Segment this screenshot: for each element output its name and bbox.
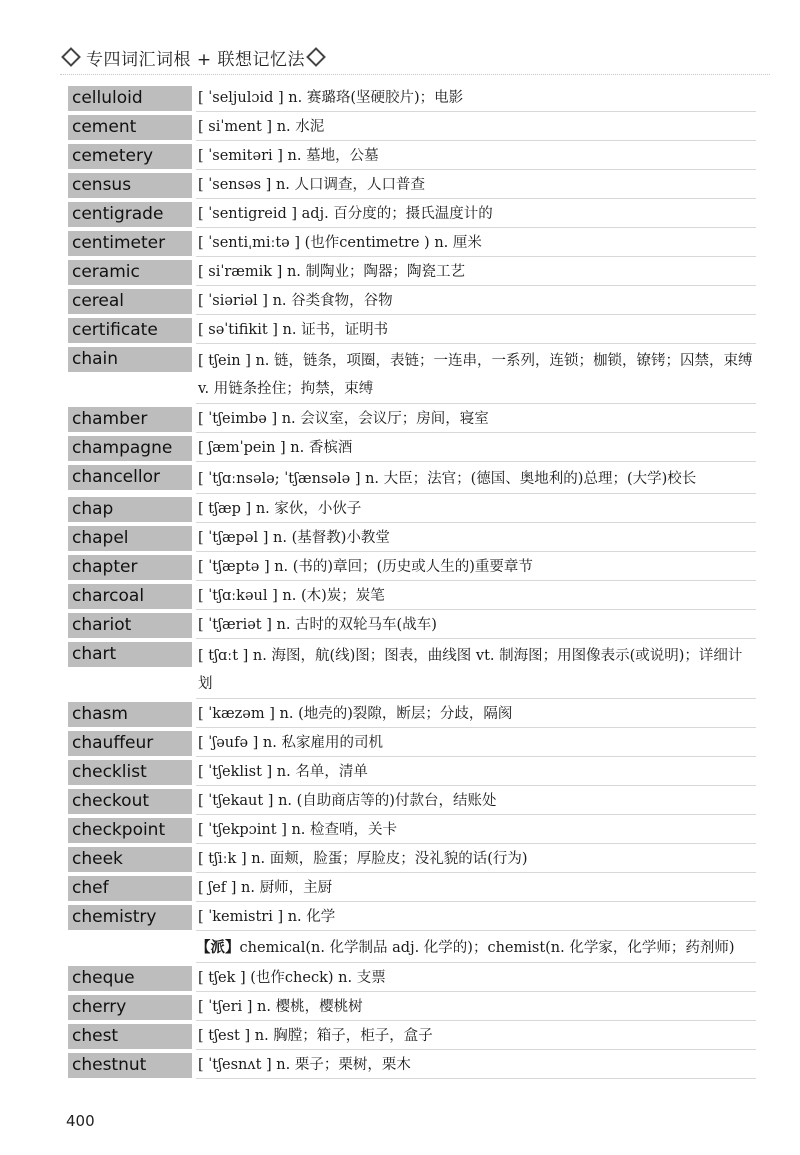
definition: [ ˈsiəriəl ] n. 谷类食物，谷物 (196, 289, 756, 315)
definition: [ siˈræmik ] n. 制陶业；陶器；陶瓷工艺 (196, 260, 756, 286)
list-item (68, 318, 756, 344)
definition: [ ˈtʃekaut ] n. (自助商店等的)付款台，结账处 (196, 789, 756, 815)
definition: [ tʃek ] (也作check) n. 支票 (196, 966, 756, 992)
list-item (68, 613, 756, 639)
list-item (68, 1024, 756, 1050)
headword: chauffeur (68, 731, 192, 756)
list-item (68, 497, 756, 523)
headword: census (68, 173, 192, 198)
definition: [ ˈsentigreid ] adj. 百分度的；摄氏温度计的 (196, 202, 756, 228)
definition: [ ˈtʃæriət ] n. 古时的双轮马车(战车) (196, 613, 756, 639)
definition: [ ˈtʃesnʌt ] n. 栗子；栗树，栗木 (196, 1053, 756, 1079)
headword: chart (68, 642, 192, 667)
derived-text: chemical(n. 化学制品 adj. 化学的)；chemist(n. 化学家，化学师；药剂师) (239, 940, 735, 956)
definition: [ ˈtʃeklist ] n. 名单，清单 (196, 760, 756, 786)
definition: [ tʃɑːt ] n. 海图，航(线)图；图表，曲线图 vt. 制海图；用图像表示(或说明)；详细计划 (196, 642, 756, 699)
headword: chapter (68, 555, 192, 580)
headword: checklist (68, 760, 192, 785)
headword: checkpoint (68, 818, 192, 843)
definition: [ ˈtʃeimbə ] n. 会议室，会议厅；房间，寝室 (196, 407, 756, 433)
headword: cemetery (68, 144, 192, 169)
headword: chef (68, 876, 192, 901)
headword: centimeter (68, 231, 192, 256)
list-item (68, 86, 756, 112)
headword: chain (68, 347, 192, 372)
list-item (68, 584, 756, 610)
definition: [ ˈkæzəm ] n. (地壳的)裂隙，断层；分歧，隔阂 (196, 702, 756, 728)
list-item (68, 555, 756, 581)
headword: ceramic (68, 260, 192, 285)
definition: [ ˈtʃæpəl ] n. (基督教)小教堂 (196, 526, 756, 552)
headword: chariot (68, 613, 192, 638)
list-item (68, 144, 756, 170)
headword: cheque (68, 966, 192, 991)
list-item (68, 436, 756, 462)
headword: cereal (68, 289, 192, 314)
definition: [ ˈtʃeri ] n. 樱桃，樱桃树 (196, 995, 756, 1021)
headword: certificate (68, 318, 192, 343)
headword: celluloid (68, 86, 192, 111)
headword: charcoal (68, 584, 192, 609)
derived-words (196, 934, 756, 963)
headword: chestnut (68, 1053, 192, 1078)
headword: chamber (68, 407, 192, 432)
diamond-icon (61, 47, 81, 67)
list-item (68, 260, 756, 286)
definition: [ ˈtʃekpɔint ] n. 检查哨，关卡 (196, 818, 756, 844)
list-item (68, 1053, 756, 1079)
headword: chest (68, 1024, 192, 1049)
headword: chemistry (68, 905, 192, 930)
derived-tag: 【派】 (196, 939, 240, 956)
definition: [ siˈment ] n. 水泥 (196, 115, 756, 141)
headword: cherry (68, 995, 192, 1020)
list-item (68, 202, 756, 228)
list-item (68, 702, 756, 728)
definition: [ tʃæp ] n. 家伙，小伙子 (196, 497, 756, 523)
definition: [ ˈseljulɔid ] n. 赛璐珞(坚硬胶片)；电影 (196, 86, 756, 112)
definition: [ ʃef ] n. 厨师，主厨 (196, 876, 756, 902)
definition: [ ˈkemistri ] n. 化学 (196, 905, 756, 931)
list-item (68, 465, 756, 494)
definition: [ tʃiːk ] n. 面颊，脸蛋；厚脸皮；没礼貌的话(行为) (196, 847, 756, 873)
definition: [ ʃæmˈpein ] n. 香槟酒 (196, 436, 756, 462)
vocabulary-list (68, 86, 756, 1082)
definition: [ tʃest ] n. 胸膛；箱子，柜子，盒子 (196, 1024, 756, 1050)
list-item (68, 847, 756, 873)
running-header (60, 40, 770, 75)
list-item (68, 642, 756, 699)
definition: [ səˈtifikit ] n. 证书，证明书 (196, 318, 756, 344)
list-item (68, 407, 756, 433)
list-item (68, 789, 756, 815)
list-item (68, 231, 756, 257)
list-item (68, 173, 756, 199)
definition: [ ˈsentiˌmiːtə ] (也作centimetre ) n. 厘米 (196, 231, 756, 257)
list-item (68, 289, 756, 315)
definition: [ ˈsemitəri ] n. 墓地，公墓 (196, 144, 756, 170)
headword: chapel (68, 526, 192, 551)
headword: checkout (68, 789, 192, 814)
headword: chasm (68, 702, 192, 727)
list-item (68, 526, 756, 552)
list-item (68, 905, 756, 931)
headword: champagne (68, 436, 192, 461)
list-item (68, 731, 756, 757)
headword: chancellor (68, 465, 192, 490)
headword: chap (68, 497, 192, 522)
definition: [ ˈtʃɑːnsələ; ˈtʃænsələ ] n. 大臣；法官；(德国、奥地利的)总理；(大学)校长 (196, 465, 756, 494)
list-item (68, 115, 756, 141)
list-item (68, 966, 756, 992)
diamond-icon (306, 47, 326, 67)
headword: centigrade (68, 202, 192, 227)
headword: cheek (68, 847, 192, 872)
list-item (68, 347, 756, 404)
definition: [ ˈtʃæptə ] n. (书的)章回；(历史或人生的)重要章节 (196, 555, 756, 581)
definition: [ tʃein ] n. 链，链条，项圈，表链；一连串，一系列，连锁；枷锁，镣铐；囚禁，束缚 v. 用链条拴住；拘禁，束缚 (196, 347, 756, 404)
page-number: 400 (66, 1112, 95, 1130)
list-item (68, 876, 756, 902)
header-title: 专四词汇词根 + 联想记忆法 (86, 49, 306, 70)
definition: [ ˈʃəufə ] n. 私家雇用的司机 (196, 731, 756, 757)
list-item (68, 760, 756, 786)
headword: cement (68, 115, 192, 140)
list-item (68, 818, 756, 844)
definition: [ ˈtʃɑːkəul ] n. (木)炭；炭笔 (196, 584, 756, 610)
list-item (68, 995, 756, 1021)
definition: [ ˈsensəs ] n. 人口调查，人口普查 (196, 173, 756, 199)
